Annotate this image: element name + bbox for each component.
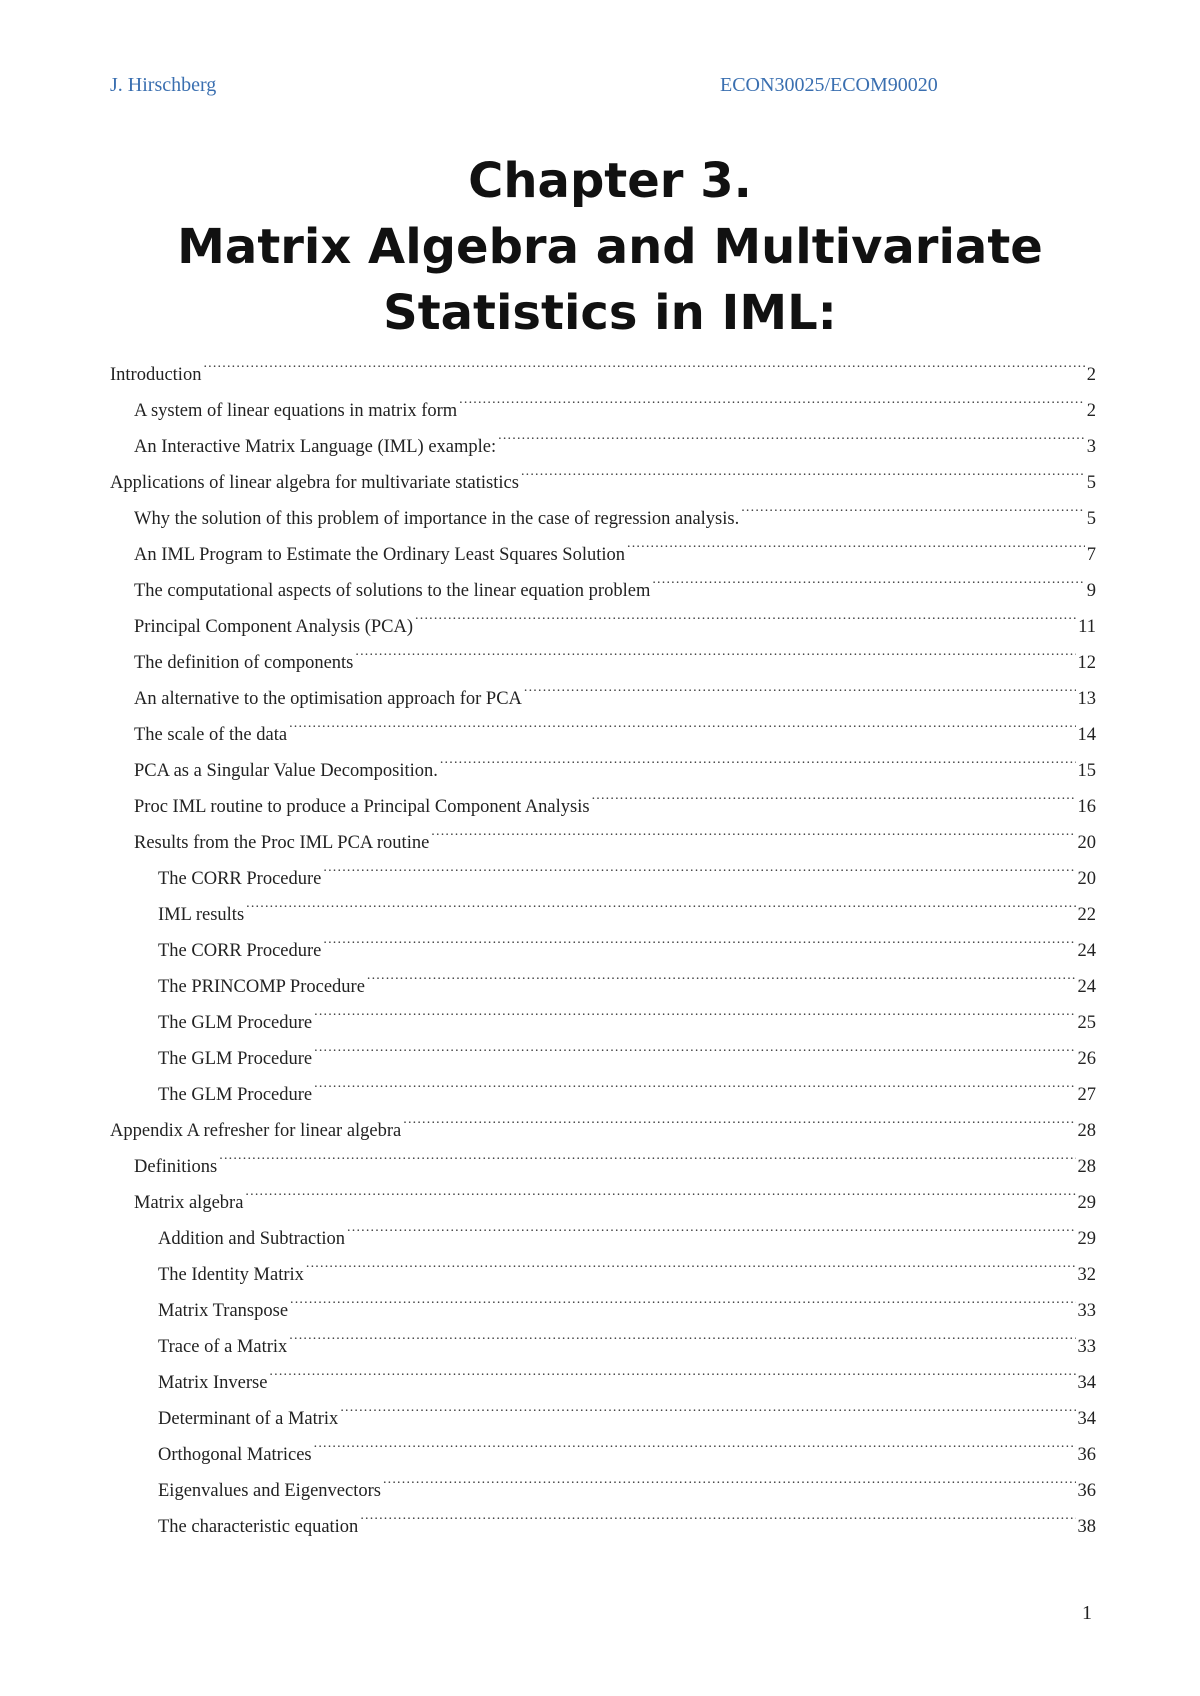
header-course-code: ECON30025/ECOM90020	[720, 74, 938, 96]
toc-entry-label: Orthogonal Matrices	[158, 1445, 312, 1465]
toc-entry[interactable]	[110, 560, 1096, 601]
toc-entry[interactable]	[110, 1388, 1096, 1429]
toc-entry-page: 22	[1077, 905, 1096, 925]
toc-dot-leader	[521, 452, 1085, 488]
chapter-title-line-2: Matrix Algebra and Multivariate	[177, 219, 1043, 275]
toc-entry[interactable]	[110, 1496, 1096, 1537]
chapter-title-line-3: Statistics in IML:	[383, 285, 837, 341]
toc-entry[interactable]	[110, 416, 1096, 457]
toc-entry-label: Definitions	[134, 1157, 218, 1177]
toc-entry-label: The CORR Procedure	[158, 869, 322, 889]
toc-entry-label: Why the solution of this problem of importance in the case of regression analysis.	[134, 509, 740, 529]
toc-entry-page: 9	[1086, 581, 1096, 601]
toc-entry-page: 29	[1077, 1229, 1096, 1249]
chapter-title	[60, 148, 1160, 346]
toc-dot-leader	[627, 524, 1085, 560]
toc-dot-leader	[290, 1280, 1075, 1316]
toc-entry-page: 33	[1077, 1337, 1096, 1357]
toc-entry-page: 5	[1086, 473, 1096, 493]
toc-dot-leader	[323, 920, 1075, 956]
toc-entry[interactable]	[110, 1424, 1096, 1465]
toc-entry[interactable]	[110, 848, 1096, 889]
toc-entry[interactable]	[110, 1460, 1096, 1501]
toc-dot-leader	[323, 848, 1075, 884]
toc-entry-label: Proc IML routine to produce a Principal Component Analysis	[134, 797, 590, 817]
toc-entry[interactable]	[110, 956, 1096, 997]
toc-entry[interactable]	[110, 1028, 1096, 1069]
toc-entry[interactable]	[110, 1244, 1096, 1285]
toc-dot-leader	[741, 488, 1085, 524]
toc-entry-page: 34	[1077, 1373, 1096, 1393]
toc-entry-label: Matrix Inverse	[158, 1373, 268, 1393]
toc-entry-label: The definition of components	[134, 653, 354, 673]
toc-entry-page: 34	[1077, 1409, 1096, 1429]
toc-entry[interactable]	[110, 1100, 1096, 1141]
toc-dot-leader	[367, 956, 1076, 992]
toc-dot-leader	[355, 632, 1075, 668]
toc-entry-page: 12	[1077, 653, 1096, 673]
toc-dot-leader	[203, 344, 1084, 380]
toc-entry-label: An Interactive Matrix Language (IML) example:	[134, 437, 497, 457]
toc-entry-page: 24	[1077, 977, 1096, 997]
toc-entry-page: 29	[1077, 1193, 1096, 1213]
page-number: 1	[1082, 1602, 1092, 1624]
toc-entry-page: 11	[1078, 617, 1096, 637]
toc-entry-page: 20	[1077, 869, 1096, 889]
toc-entry[interactable]	[110, 1316, 1096, 1357]
toc-entry-label: The PRINCOMP Procedure	[158, 977, 365, 997]
toc-entry-page: 32	[1077, 1265, 1096, 1285]
toc-dot-leader	[314, 992, 1075, 1028]
table-of-contents	[110, 344, 1096, 1537]
toc-entry-page: 3	[1086, 437, 1096, 457]
toc-entry[interactable]	[110, 884, 1096, 925]
toc-entry-label: Results from the Proc IML PCA routine	[134, 833, 430, 853]
toc-entry-page: 15	[1077, 761, 1096, 781]
toc-entry-label: The CORR Procedure	[158, 941, 322, 961]
toc-entry-label: The scale of the data	[134, 725, 288, 745]
toc-entry-page: 20	[1077, 833, 1096, 853]
toc-entry-label: Addition and Subtraction	[158, 1229, 346, 1249]
toc-dot-leader	[314, 1064, 1075, 1100]
toc-entry-page: 27	[1077, 1085, 1096, 1105]
toc-entry-label: The characteristic equation	[158, 1517, 359, 1537]
toc-dot-leader	[245, 1172, 1075, 1208]
toc-entry-label: The GLM Procedure	[158, 1013, 313, 1033]
toc-entry[interactable]	[110, 488, 1096, 529]
toc-entry[interactable]	[110, 704, 1096, 745]
toc-dot-leader	[306, 1244, 1076, 1280]
toc-entry-page: 7	[1086, 545, 1096, 565]
toc-entry-page: 24	[1077, 941, 1096, 961]
toc-dot-leader	[289, 704, 1075, 740]
toc-entry-page: 28	[1077, 1157, 1096, 1177]
toc-entry[interactable]	[110, 668, 1096, 709]
toc-dot-leader	[498, 416, 1085, 452]
toc-entry-label: Principal Component Analysis (PCA)	[134, 617, 414, 637]
toc-entry-page: 38	[1077, 1517, 1096, 1537]
toc-dot-leader	[403, 1100, 1075, 1136]
toc-dot-leader	[340, 1388, 1075, 1424]
toc-dot-leader	[440, 740, 1076, 776]
toc-entry-page: 25	[1077, 1013, 1096, 1033]
toc-entry-label: PCA as a Singular Value Decomposition.	[134, 761, 438, 781]
toc-entry[interactable]	[110, 344, 1096, 385]
page-header	[110, 74, 1090, 104]
toc-entry-label: The Identity Matrix	[158, 1265, 304, 1285]
toc-dot-leader	[347, 1208, 1075, 1244]
toc-dot-leader	[314, 1028, 1075, 1064]
toc-entry-page: 16	[1077, 797, 1096, 817]
toc-entry-label: An IML Program to Estimate the Ordinary Least Squares Solution	[134, 545, 626, 565]
toc-entry-page: 26	[1077, 1049, 1096, 1069]
toc-entry[interactable]	[110, 380, 1096, 421]
toc-entry[interactable]	[110, 1064, 1096, 1105]
toc-entry[interactable]	[110, 596, 1096, 637]
toc-entry-label: Matrix algebra	[134, 1193, 244, 1213]
toc-entry[interactable]	[110, 1352, 1096, 1393]
toc-entry[interactable]	[110, 920, 1096, 961]
toc-entry[interactable]	[110, 776, 1096, 817]
toc-entry-label: An alternative to the optimisation approach for PCA	[134, 689, 522, 709]
toc-dot-leader	[219, 1136, 1075, 1172]
toc-entry[interactable]	[110, 1172, 1096, 1213]
toc-entry-label: Matrix Transpose	[158, 1301, 289, 1321]
toc-entry-page: 36	[1077, 1445, 1096, 1465]
toc-entry-label: A system of linear equations in matrix form	[134, 401, 458, 421]
toc-entry-label: The computational aspects of solutions to the linear equation problem	[134, 581, 651, 601]
toc-dot-leader	[269, 1352, 1075, 1388]
toc-dot-leader	[524, 668, 1076, 704]
toc-entry[interactable]	[110, 452, 1096, 493]
toc-dot-leader	[431, 812, 1075, 848]
toc-dot-leader	[289, 1316, 1075, 1352]
toc-entry-label: The GLM Procedure	[158, 1085, 313, 1105]
toc-entry-page: 36	[1077, 1481, 1096, 1501]
toc-dot-leader	[652, 560, 1084, 596]
toc-dot-leader	[360, 1496, 1075, 1532]
toc-dot-leader	[415, 596, 1076, 632]
chapter-title-line-1: Chapter 3.	[468, 153, 752, 209]
toc-entry-label: Determinant of a Matrix	[158, 1409, 339, 1429]
toc-entry-label: The GLM Procedure	[158, 1049, 313, 1069]
toc-dot-leader	[314, 1424, 1076, 1460]
header-author: J. Hirschberg	[110, 74, 217, 96]
toc-dot-leader	[459, 380, 1085, 416]
toc-entry[interactable]	[110, 812, 1096, 853]
toc-entry[interactable]	[110, 1136, 1096, 1177]
toc-entry-label: Eigenvalues and Eigenvectors	[158, 1481, 381, 1501]
toc-entry[interactable]	[110, 632, 1096, 673]
toc-entry-page: 2	[1086, 401, 1096, 421]
toc-entry[interactable]	[110, 1208, 1096, 1249]
toc-entry-page: 2	[1086, 365, 1096, 385]
toc-dot-leader	[246, 884, 1075, 920]
toc-entry-page: 28	[1077, 1121, 1096, 1141]
toc-entry-label: Trace of a Matrix	[158, 1337, 288, 1357]
toc-entry-page: 5	[1086, 509, 1096, 529]
toc-entry-label: Introduction	[110, 365, 202, 385]
toc-entry-page: 14	[1077, 725, 1096, 745]
toc-entry[interactable]	[110, 740, 1096, 781]
toc-dot-leader	[383, 1460, 1076, 1496]
toc-entry-page: 13	[1077, 689, 1096, 709]
toc-dot-leader	[592, 776, 1076, 812]
toc-entry[interactable]	[110, 992, 1096, 1033]
toc-entry-label: Appendix A refresher for linear algebra	[110, 1121, 402, 1141]
toc-entry-label: IML results	[158, 905, 245, 925]
toc-entry[interactable]	[110, 524, 1096, 565]
toc-entry-page: 33	[1077, 1301, 1096, 1321]
toc-entry[interactable]	[110, 1280, 1096, 1321]
toc-entry-label: Applications of linear algebra for multivariate statistics	[110, 473, 519, 493]
